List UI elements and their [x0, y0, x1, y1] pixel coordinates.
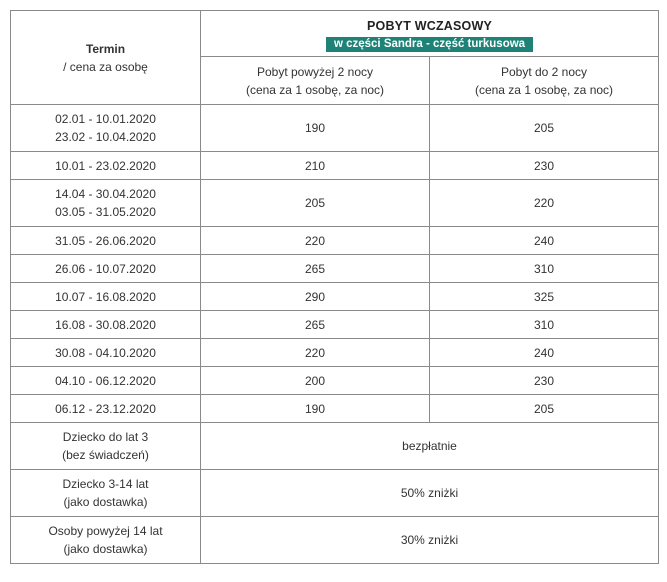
- discount-label: Osoby powyżej 14 lat: [48, 524, 163, 538]
- date-range: 23.02 - 10.04.2020: [55, 130, 156, 144]
- price-long-stay: 210: [201, 152, 430, 180]
- term-header-title: Termin: [85, 41, 126, 56]
- price-long-stay: 220: [201, 339, 430, 367]
- column-header-long-stay-line1: Pobyt powyżej 2 nocy: [256, 64, 374, 79]
- price-short-stay: 240: [430, 227, 659, 255]
- discount-label-note: (jako dostawka): [63, 495, 148, 509]
- date-range-cell: [11, 180, 201, 227]
- price-short-stay: 205: [430, 395, 659, 423]
- date-range: 30.08 - 04.10.2020: [55, 345, 156, 360]
- price-long-stay: 200: [201, 367, 430, 395]
- date-range-cell: [11, 105, 201, 152]
- price-long-stay: 205: [201, 180, 430, 227]
- discount-value: bezpłatnie: [201, 423, 659, 470]
- price-long-stay: 190: [201, 395, 430, 423]
- table-row: [11, 255, 659, 283]
- price-long-stay: 265: [201, 255, 430, 283]
- discount-label: Dziecko 3-14 lat: [62, 477, 149, 491]
- price-short-stay: 325: [430, 283, 659, 311]
- column-header-short-stay-line1: Pobyt do 2 nocy: [500, 64, 588, 79]
- price-long-stay: 190: [201, 105, 430, 152]
- date-range-cell: [11, 255, 201, 283]
- column-header-short-stay: [430, 57, 659, 105]
- price-long-stay: 220: [201, 227, 430, 255]
- date-range-cell: [11, 152, 201, 180]
- table-row: [11, 180, 659, 227]
- price-table: [10, 10, 659, 564]
- price-short-stay: 310: [430, 311, 659, 339]
- date-range-cell: [11, 227, 201, 255]
- main-header-title: POBYT WCZASOWY: [366, 18, 493, 33]
- price-short-stay: 310: [430, 255, 659, 283]
- discount-value: 50% zniżki: [201, 470, 659, 517]
- date-range-cell: [11, 339, 201, 367]
- table-row: [11, 105, 659, 152]
- price-short-stay: 240: [430, 339, 659, 367]
- discount-row: [11, 423, 659, 470]
- room-variant-badge: w części Sandra - część turkusowa: [326, 37, 533, 52]
- date-range: 10.07 - 16.08.2020: [55, 289, 156, 304]
- date-range: 06.12 - 23.12.2020: [55, 401, 156, 416]
- main-header-cell: [201, 11, 659, 57]
- date-range: 02.01 - 10.01.2020: [55, 112, 156, 126]
- column-header-long-stay-line2: (cena za 1 osobę, za noc): [245, 82, 385, 97]
- price-long-stay: 290: [201, 283, 430, 311]
- date-range: 10.01 - 23.02.2020: [55, 158, 156, 173]
- date-range-cell: [11, 395, 201, 423]
- term-header-cell: [11, 11, 201, 105]
- date-range: 31.05 - 26.06.2020: [55, 233, 156, 248]
- date-range-cell: [11, 311, 201, 339]
- discount-label-note: (jako dostawka): [63, 542, 148, 556]
- date-range: 03.05 - 31.05.2020: [55, 205, 156, 219]
- price-long-stay: 265: [201, 311, 430, 339]
- date-range-cell: [11, 367, 201, 395]
- term-header-subtitle: / cena za osobę: [63, 59, 148, 74]
- date-range: 14.04 - 30.04.2020: [55, 187, 156, 201]
- table-row: [11, 367, 659, 395]
- date-range: 26.06 - 10.07.2020: [55, 261, 156, 276]
- date-range-cell: [11, 283, 201, 311]
- table-row: [11, 152, 659, 180]
- date-range: 16.08 - 30.08.2020: [55, 317, 156, 332]
- table-row: [11, 395, 659, 423]
- discount-label-note: (bez świadczeń): [62, 448, 149, 462]
- table-row: [11, 339, 659, 367]
- discount-label-cell: [11, 470, 201, 517]
- table-row: [11, 311, 659, 339]
- discount-row: [11, 470, 659, 517]
- discount-label-cell: [11, 423, 201, 470]
- discount-value: 30% zniżki: [201, 517, 659, 564]
- table-row: [11, 227, 659, 255]
- discount-label-cell: [11, 517, 201, 564]
- price-short-stay: 205: [430, 105, 659, 152]
- price-short-stay: 230: [430, 367, 659, 395]
- column-header-short-stay-line2: (cena za 1 osobę, za noc): [474, 82, 614, 97]
- price-short-stay: 220: [430, 180, 659, 227]
- column-header-long-stay: [201, 57, 430, 105]
- price-short-stay: 230: [430, 152, 659, 180]
- price-rows: [11, 105, 659, 564]
- discount-row: [11, 517, 659, 564]
- date-range: 04.10 - 06.12.2020: [55, 373, 156, 388]
- table-row: [11, 283, 659, 311]
- discount-label: Dziecko do lat 3: [62, 430, 149, 444]
